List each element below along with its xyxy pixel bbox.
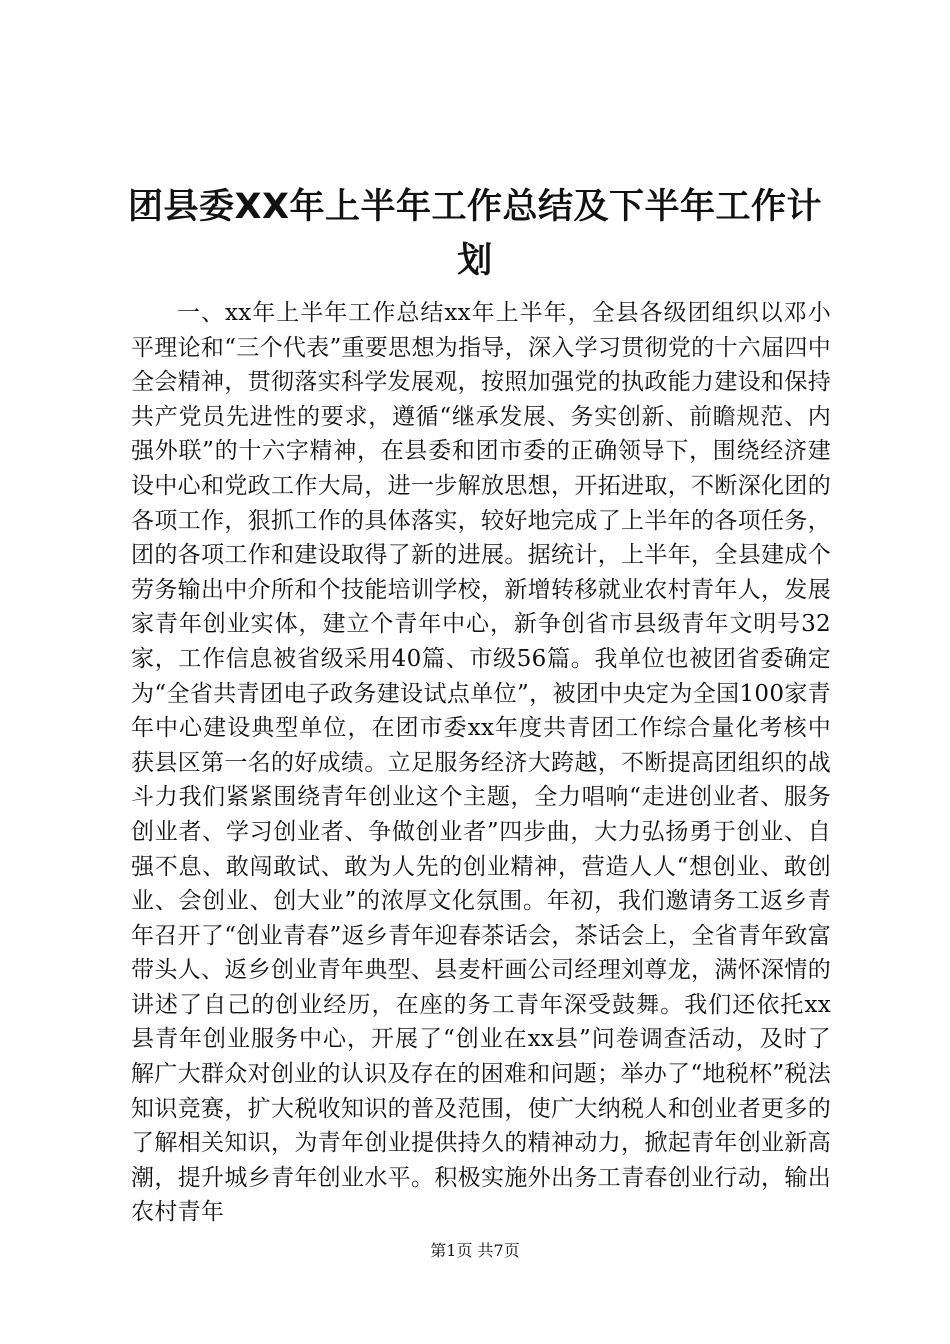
page-footer: 第1页 共7页 — [430, 1241, 520, 1260]
document-title: 团县委XX年上半年工作总结及下半年工作计划 — [128, 187, 822, 281]
document-body-paragraph: 一、xx年上半年工作总结xx年上半年，全县各级团组织以邓小平理论和“三个代表”重要思想为指导，深入学习贯彻党的十六届四中全会精神，贯彻落实科学发展观，按照加强党的执政能力建设和保持共产党员先进性的要求，遵循“继承发展、务实创新、前瞻规范、内强外联”的十六字精神，在县委和团市委的正确领导下，围绕经济建设中心和党政工作大局，进一步解放思想，开拓进取，不断深化团的各项工作，狠抓工作的具体落实，较好地完成了上半年的各项任务，团的各项工作和建设取得了新的进展。据统计，上半年，全县建成个劳务输出中介所和个技能培训学校，新增转移就业农村青年人，发展家青年创业实体，建立个青年中心，新争创省市县级青年文明号32家，工作信息被省级采用40篇、市级56篇。我单位也被团省委确定为“全省共青团电子政务建设试点单位”，被团中央定为全国100家青年中心建设典型单位，在团市委xx年度共青团工作综合量化考核中获县区第一名的好成绩。立足服务经济大跨越，不断提高团组织的战斗力我们紧紧围绕青年创业这个主题，全力唱响“走进创业者、服务创业者、学习创业者、争做创业者”四步曲，大力弘扬勇于创业、自强不息、敢闯敢试、敢为人先的创业精神，营造人人“想创业、敢创业、会创业、创大业”的浓厚文化氛围。年初，我们邀请务工返乡青年召开了“创业青春”返乡青年迎春茶话会，茶话会上，全省青年致富带头人、返乡创业青年典型、县麦杆画公司经理刘尊龙，满怀深情的讲述了自己的创业经历，在座的务工青年深受鼓舞。我们还依托xx县青年创业服务中心，开展了“创业在xx县”问卷调查活动，及时了解广大群众对创业的认识及存在的困难和问题；举办了“地税杯”税法知识竞赛，扩大税收知识的普及范围，使广大纳税人和创业者更多的了解相关知识，为青年创业提供持久的精神动力，掀起青年创业新高潮，提升城乡青年创业水平。积极实施外出务工青春创业行动，输出农村青年 — [131, 300, 831, 1226]
